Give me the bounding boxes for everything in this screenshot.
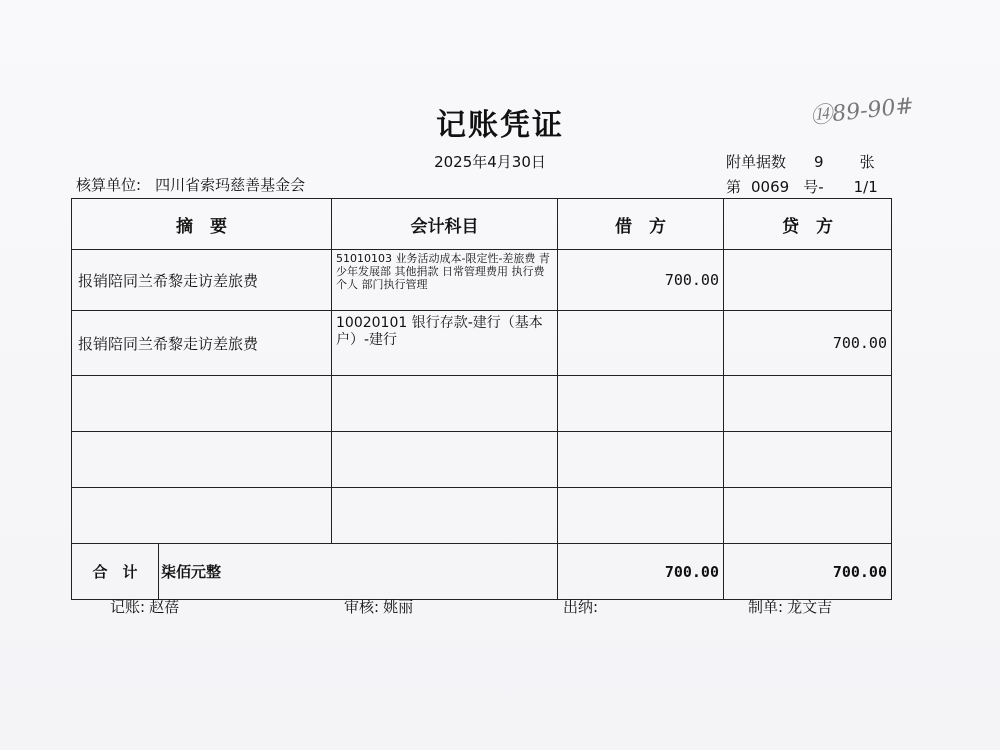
preparer-label: 制单:	[748, 598, 784, 616]
table-row	[72, 250, 892, 311]
header-credit: 贷 方	[724, 199, 892, 250]
voucher-number: 0069	[751, 178, 790, 196]
header-debit: 借 方	[558, 199, 724, 250]
total-debit: 700.00	[558, 544, 724, 600]
row-credit	[724, 250, 892, 311]
row-credit: 700.00	[724, 311, 892, 376]
footer-cashier	[563, 596, 602, 617]
voucher-title: 记账凭证	[436, 108, 564, 143]
empty-cell	[72, 376, 332, 432]
row-debit	[558, 311, 724, 376]
reviewer-label: 审核:	[344, 598, 380, 616]
voucher-suffix: 号-	[803, 178, 824, 196]
row-account: 10020101 银行存款-建行（基本户）-建行	[332, 311, 558, 376]
attachments-unit: 张	[859, 153, 875, 171]
total-credit: 700.00	[724, 544, 892, 600]
empty-cell	[724, 432, 892, 488]
empty-cell	[332, 432, 558, 488]
voucher-page: 1/1	[853, 178, 878, 196]
voucher-prefix: 第	[726, 178, 742, 196]
row-debit: 700.00	[558, 250, 724, 311]
voucher-table	[71, 198, 892, 600]
empty-row	[72, 488, 892, 544]
empty-cell	[332, 488, 558, 544]
table-header-row	[72, 199, 892, 250]
header-account: 会计科目	[332, 199, 558, 250]
unit-value: 四川省索玛慈善基金会	[155, 176, 306, 194]
empty-row	[72, 432, 892, 488]
preparer-name: 龙文吉	[787, 598, 833, 616]
accounting-unit	[76, 174, 305, 195]
empty-cell	[558, 432, 724, 488]
empty-cell	[724, 376, 892, 432]
row-summary: 报销陪同兰希黎走访差旅费	[72, 250, 332, 311]
voucher-number-line	[726, 176, 878, 197]
total-row	[72, 544, 892, 600]
handwritten-note: ⑭89-90#	[809, 93, 916, 130]
attachments-info	[726, 151, 875, 172]
footer-preparer	[748, 596, 832, 617]
reviewer-name: 姚丽	[383, 598, 414, 616]
cashier-label: 出纳:	[563, 598, 599, 616]
empty-cell	[724, 488, 892, 544]
empty-row	[72, 376, 892, 432]
empty-cell	[558, 376, 724, 432]
row-summary: 报销陪同兰希黎走访差旅费	[72, 311, 332, 376]
empty-cell	[332, 376, 558, 432]
bookkeeper-name: 赵蓓	[149, 598, 180, 616]
attachments-label: 附单据数	[726, 153, 787, 171]
table-row	[72, 311, 892, 376]
total-label: 合 计	[72, 544, 159, 600]
empty-cell	[72, 488, 332, 544]
attachments-count: 9	[814, 153, 824, 171]
unit-label: 核算单位:	[76, 176, 142, 194]
footer-bookkeeper	[110, 596, 179, 617]
footer-reviewer	[344, 596, 413, 617]
voucher-date: 2025年4月30日	[434, 153, 546, 171]
total-amount-words: 柒佰元整	[159, 544, 558, 600]
row-account: 51010103 业务活动成本-限定性-差旅费 青少年发展部 其他捐款 日常管理费用 执行费 个人 部门执行管理	[332, 250, 558, 311]
empty-cell	[558, 488, 724, 544]
header-summary: 摘 要	[72, 199, 332, 250]
empty-cell	[72, 432, 332, 488]
bookkeeper-label: 记账:	[110, 598, 146, 616]
